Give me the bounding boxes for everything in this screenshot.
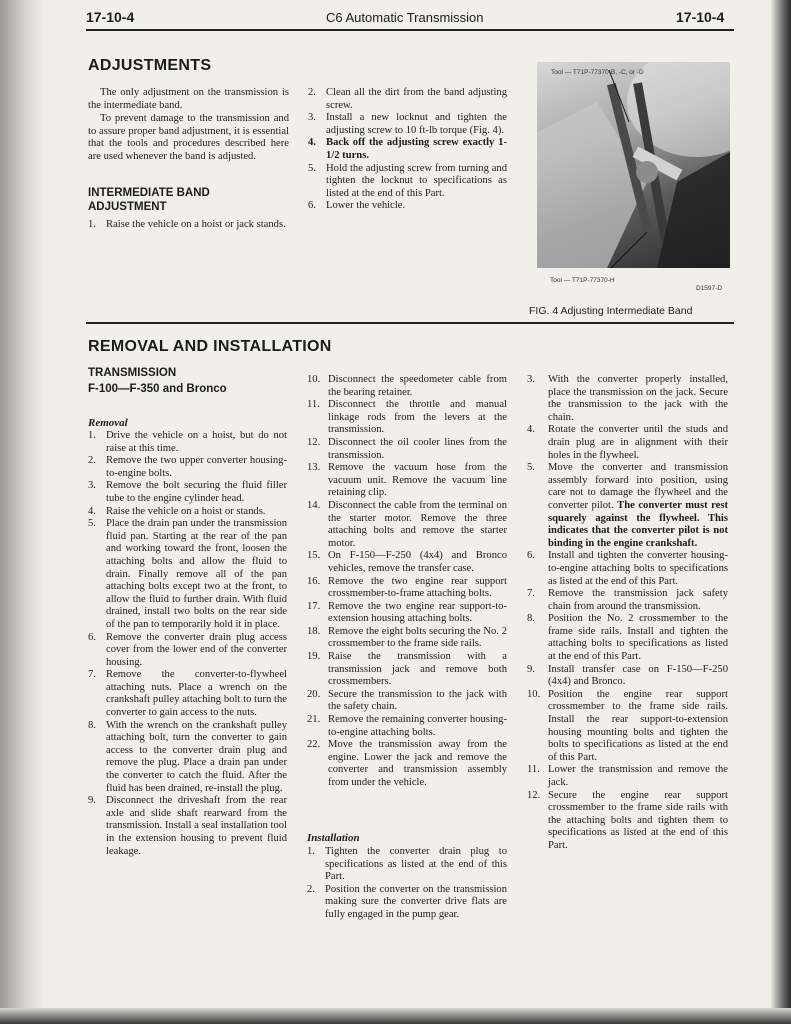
models-subheading: F-100—F-350 and Bronco: [88, 383, 227, 395]
list-item: [527, 613, 728, 663]
list-item: [527, 588, 728, 613]
step-number: 11.: [527, 764, 540, 776]
step-text: Position the converter on the transmission making sure the converter drive flats are fully engaged in the pump gear.: [325, 883, 507, 920]
adjust-steps-col2: [308, 87, 507, 213]
step-text: Move the converter and transmission assembly forward into position, using care not to damage the flywheel and the converter pilot.: [548, 462, 728, 511]
step-number: 21.: [307, 714, 321, 726]
step-text: Raise the vehicle on a hoist or jack stands.: [106, 219, 286, 230]
step-number: 16.: [307, 575, 321, 587]
step-text: Remove the transmission jack safety chain from around the transmission.: [548, 588, 728, 612]
subheading-line-1: INTERMEDIATE BAND: [88, 187, 210, 199]
step-number: 2.: [88, 455, 96, 467]
step-number: 3.: [527, 374, 535, 385]
list-item: [307, 550, 507, 575]
step-number: 3.: [308, 112, 316, 124]
list-item: [527, 462, 728, 550]
transmission-subheading: TRANSMISSION: [88, 367, 177, 379]
step-number: 1.: [88, 430, 96, 441]
list-item: [307, 500, 507, 550]
removal-steps-col2: [307, 374, 507, 790]
list-item: [527, 764, 728, 789]
step-number: 11.: [307, 399, 320, 411]
step-text: Clean all the dirt from the band adjusting screw.: [326, 87, 507, 111]
band-adjustment-photo: [537, 62, 730, 268]
step-text: Install a new locknut and tighten the adjusting screw to 10 ft-lb torque (Fig. 4).: [326, 112, 507, 136]
step-number: 1.: [307, 846, 315, 857]
install-steps-col2: [307, 846, 507, 922]
list-item: [307, 399, 507, 437]
list-item: [307, 626, 507, 651]
step-number: 22.: [307, 739, 321, 751]
figure-tool-label-bottom: Tool — T71P-77370-H: [550, 277, 615, 284]
adjustments-intro-1: The only adjustment on the transmission is the intermediate band.: [88, 87, 289, 111]
step-number: 7.: [527, 588, 535, 600]
list-item: [308, 163, 507, 201]
step-number: 8.: [527, 613, 535, 625]
page-number-left: 17-10-4: [86, 9, 135, 25]
step-text-bold: The converter must rest squarely against the flywheel. This indicates that the converter pilot is not binding in the engine crankshaft.: [548, 499, 728, 549]
figure-tool-label-top: Tool — T71P-77370-B, -C, or -D: [551, 69, 644, 76]
step-number: 12.: [527, 789, 541, 801]
adjustments-intro-2: To prevent damage to the transmission and to assure proper band adjustment, it is essential that the tools and procedures described here are used whenever the band is adjusted.: [88, 113, 289, 162]
step-number: 13.: [307, 462, 321, 474]
step-number: 4.: [308, 137, 316, 149]
list-item: [307, 739, 507, 789]
step-number: 15.: [307, 550, 321, 562]
list-item: [527, 374, 728, 424]
list-item: [307, 601, 507, 626]
step-number: 9.: [88, 795, 96, 807]
step-text: Lower the transmission and remove the jack.: [548, 764, 728, 788]
step-text: Secure the transmission to the jack with the safety chain.: [328, 688, 507, 713]
list-item: [307, 576, 507, 601]
step-text: Secure the engine rear support crossmember to the frame side rails with the attaching bolts and tighten them to specifications as listed at the end of this Part.: [548, 789, 728, 851]
page-binding-shadow: [0, 0, 44, 1024]
step-text: With the wrench on the crankshaft pulley attaching bolt, turn the converter to gain access to the converter drain plug and remove the plug. Place a drain pan under the converter to catch the fluid. After the fluid has been drained, re-install the plug.: [106, 719, 287, 794]
step-number: 20.: [307, 688, 321, 700]
list-item: [88, 518, 287, 631]
step-text: Tighten the converter drain plug to specifications as listed at the end of this Part.: [325, 846, 507, 883]
list-item: [527, 790, 728, 853]
step-text: Disconnect the oil cooler lines from the transmission.: [328, 436, 507, 461]
step-text: Install transfer case on F-150—F-250 (4x4) and Bronco.: [548, 663, 728, 688]
step-number: 4.: [527, 424, 535, 436]
header-rule: [86, 29, 734, 31]
list-item: [88, 720, 287, 796]
list-item: [307, 714, 507, 739]
step-number: 17.: [307, 600, 321, 612]
removal-label: Removal: [88, 417, 128, 429]
subheading-line-2: ADJUSTMENT: [88, 201, 167, 213]
page-right-edge: [771, 0, 791, 1024]
step-text: Remove the vacuum hose from the vacuum unit. Remove the vacuum line retaining clip.: [328, 462, 507, 499]
list-item: [527, 424, 728, 462]
list-item: [88, 632, 287, 670]
list-item: [308, 87, 507, 112]
step-number: 19.: [307, 651, 321, 663]
step-text: With the converter properly installed, place the transmission on the jack. Secure the transmission to the jack with the chain.: [548, 374, 728, 423]
step-text: Disconnect the speedometer cable from the bearing retainer.: [328, 374, 507, 398]
step-number: 6.: [88, 631, 96, 643]
step-number: 12.: [307, 436, 321, 448]
step-text: Hold the adjusting screw from turning and tighten the locknut to specifications as listed at the end of this Part.: [326, 162, 507, 199]
step-text: Raise the vehicle on a hoist or stands.: [106, 505, 266, 517]
list-item: [88, 669, 287, 719]
list-item: [307, 884, 507, 922]
step-number: 14.: [307, 499, 321, 511]
step-number: 2.: [307, 883, 315, 895]
step-number: 10.: [527, 688, 541, 700]
list-item: [88, 795, 287, 858]
removal-installation-heading: REMOVAL AND INSTALLATION: [88, 338, 332, 355]
step-number: 6.: [308, 200, 316, 212]
list-item: [308, 137, 507, 162]
list-item: [527, 550, 728, 588]
step-number: 10.: [307, 374, 321, 385]
list-item: [88, 506, 287, 519]
step-number: 9.: [527, 663, 535, 675]
figure-code: D1597-D: [696, 285, 723, 292]
figure-caption: FIG. 4 Adjusting Intermediate Band: [529, 305, 693, 317]
step-text: Remove the eight bolts securing the No. 2 crossmember to the frame side rails.: [328, 625, 507, 650]
step-text: Lower the vehicle.: [326, 200, 406, 212]
list-item: [88, 219, 289, 232]
page-number-right: 17-10-4: [676, 9, 725, 25]
step-text: On F-150—F-250 (4x4) and Bronco vehicles, remove the transfer case.: [328, 550, 507, 574]
step-number: 1.: [88, 219, 96, 230]
step-number: 3.: [88, 480, 96, 492]
step-number: 7.: [88, 669, 96, 681]
intermediate-band-subheading: [88, 186, 210, 214]
step-number: 6.: [527, 550, 535, 562]
step-text: Remove the bolt securing the fluid filler tube to the engine cylinder head.: [106, 480, 287, 504]
photo-illustration: [537, 62, 730, 268]
list-item: [307, 651, 507, 689]
step-text: Remove the two upper converter housing-to-engine bolts.: [106, 455, 287, 479]
step-text: Disconnect the throttle and manual linkage rods from the levers at the transmission.: [328, 399, 507, 436]
step-text: Drive the vehicle on a hoist, but do not raise at this time.: [106, 430, 287, 454]
step-number: 5.: [308, 162, 316, 174]
list-item: [88, 455, 287, 480]
step-text: Install and tighten the converter housing-to-engine attaching bolts to specifications as listed at the end of this Part.: [548, 550, 728, 587]
list-item: [308, 200, 507, 213]
step-text: Remove the converter drain plug access cover from the lower end of the converter housing.: [106, 631, 287, 668]
step-text: Back off the adjusting screw exactly 1-1/2 turns.: [326, 137, 507, 161]
step-text: Remove the two engine rear support-to-extension housing attaching bolts.: [328, 600, 507, 625]
list-item: [527, 689, 728, 765]
step-text: Rotate the converter until the studs and drain plug are in alignment with their holes in the flywheel.: [548, 424, 728, 461]
list-item: [527, 664, 728, 689]
step-number: 2.: [308, 87, 316, 98]
list-item: [307, 689, 507, 714]
step-text: Remove the converter-to-flywheel attaching nuts. Place a wrench on the crankshaft pulley attaching bolt to turn the converter to gain access to the nuts.: [106, 669, 287, 719]
list-item: [307, 437, 507, 462]
step-text: Raise the transmission with a transmission jack and remove both crossmembers.: [328, 651, 507, 688]
step-number: 5.: [527, 462, 535, 474]
step-text: Remove the remaining converter housing-to-engine attaching bolts.: [328, 714, 507, 738]
page-bottom-edge: [0, 1008, 791, 1024]
adjust-steps-col1: [88, 219, 289, 232]
list-item: [307, 462, 507, 500]
list-item: [307, 846, 507, 884]
list-item: [308, 112, 507, 137]
list-item: [88, 480, 287, 505]
section-rule: [86, 322, 734, 324]
step-text: Place the drain pan under the transmission fluid pan. Starting at the rear of the pan and working toward the front, loosen the attaching bolts and allow the fluid to drain. Finally remove all of the pan attaching bolts except two at the front, to allow the fluid to further drain. With fluid drained, install two bolts on the rear side of the pan to temporarily hold it in place.: [106, 518, 287, 630]
step-text: Remove the two engine rear support crossmember-to-frame attaching bolts.: [328, 575, 507, 600]
install-steps-col3: [527, 374, 728, 853]
adjustments-heading: ADJUSTMENTS: [88, 57, 212, 74]
step-number: 5.: [88, 518, 96, 530]
step-text: Position the No. 2 crossmember to the frame side rails. Install and tighten the attaching bolts to specifications as listed at the end of this Part.: [548, 613, 728, 663]
step-number: 4.: [88, 505, 96, 517]
removal-steps-col1: [88, 430, 287, 858]
step-text: Position the engine rear support crossmember to the frame side rails. Install the rear support-to-extension housing mounting bolts and tighten the bolts to specifications as listed at the end of this Part.: [548, 688, 728, 763]
step-text: Disconnect the driveshaft from the rear axle and slide shaft rearward from the transmission. Install a seal installation tool in the extension housing to prevent fluid leakage.: [106, 795, 287, 857]
step-text: Move the transmission away from the engine. Lower the jack and remove the converter and transmission assembly from under the vehicle.: [328, 739, 507, 788]
step-number: 18.: [307, 625, 321, 637]
installation-label: Installation: [307, 832, 360, 844]
list-item: [307, 374, 507, 399]
step-number: 8.: [88, 719, 96, 731]
step-text: Disconnect the cable from the terminal on the starter motor. Remove the three attaching bolts and remove the starter motor.: [328, 499, 507, 549]
page-header-title: C6 Automatic Transmission: [326, 10, 484, 25]
list-item: [88, 430, 287, 455]
